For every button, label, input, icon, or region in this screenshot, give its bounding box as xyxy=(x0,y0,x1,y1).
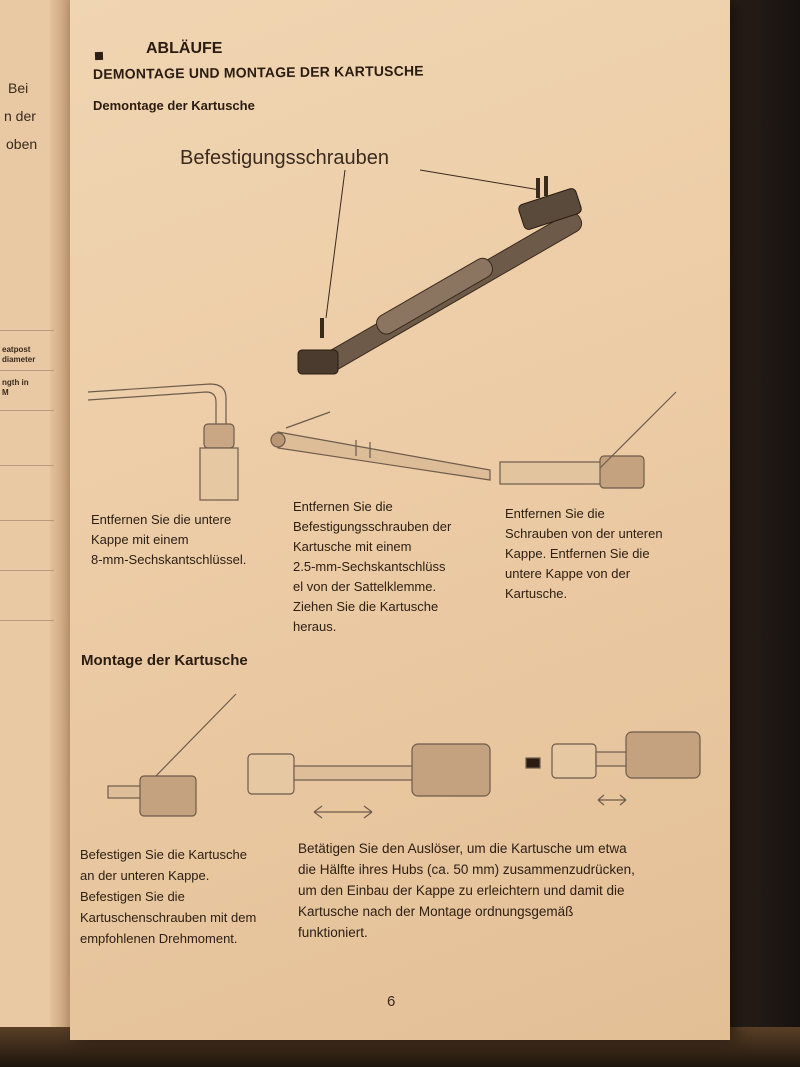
step4-illustration xyxy=(108,694,236,816)
subheading-montage: Montage der Kartusche xyxy=(81,652,248,669)
step1-caption: Entfernen Sie die untere Kappe mit einem 8-mm-Sechskantschlüssel. xyxy=(91,512,247,567)
step5-caption: Betätigen Sie den Auslöser, um die Kartusche um etwa die Hälfte ihres Hubs (ca. 50 mm) zusammenzudrücken, um den Einbau der Kappe zu erleichtern und damit die Kartusche nach der Montage ordnungsgemäß funktioniert. xyxy=(298,841,635,940)
subheading-demontage: Demontage der Kartusche xyxy=(93,98,255,113)
left-table-label-2: ngth in M xyxy=(2,378,29,397)
step1-illustration xyxy=(88,384,238,500)
step5-illustration xyxy=(248,732,700,818)
step3-caption: Entfernen Sie die Schrauben von der unteren Kappe. Entfernen Sie die untere Kappe von der Kartusche. xyxy=(505,506,663,601)
step4-caption: Befestigen Sie die Kartusche an der unteren Kappe. Befestigen Sie die Kartuschenschrauben mit dem empfohlenen Drehmoment. xyxy=(80,847,257,946)
step2-illustration xyxy=(271,412,490,480)
callout-leader-line xyxy=(420,170,540,190)
left-table-label-1: eatpost diameter xyxy=(2,345,36,364)
left-fragment-3: oben xyxy=(6,136,38,152)
section-title: ABLÄUFE xyxy=(146,40,223,57)
main-heading: DEMONTAGE UND MONTAGE DER KARTUSCHE xyxy=(92,62,424,82)
left-fragment-1: Bei xyxy=(8,80,29,96)
page-number: 6 xyxy=(387,993,396,1010)
left-fragment-2: n der xyxy=(4,108,36,124)
step2-caption: Entfernen Sie die Befestigungsschrauben der Kartusche mit einem 2.5-mm-Sechskantschlüss el von der Sattelklemme. Ziehen Sie die Kartusche heraus. xyxy=(293,499,452,634)
step3-illustration xyxy=(500,392,676,488)
callout-label: Befestigungsschrauben xyxy=(180,147,390,169)
cartridge-illustration xyxy=(298,176,585,377)
callout-leader-line xyxy=(326,170,345,318)
